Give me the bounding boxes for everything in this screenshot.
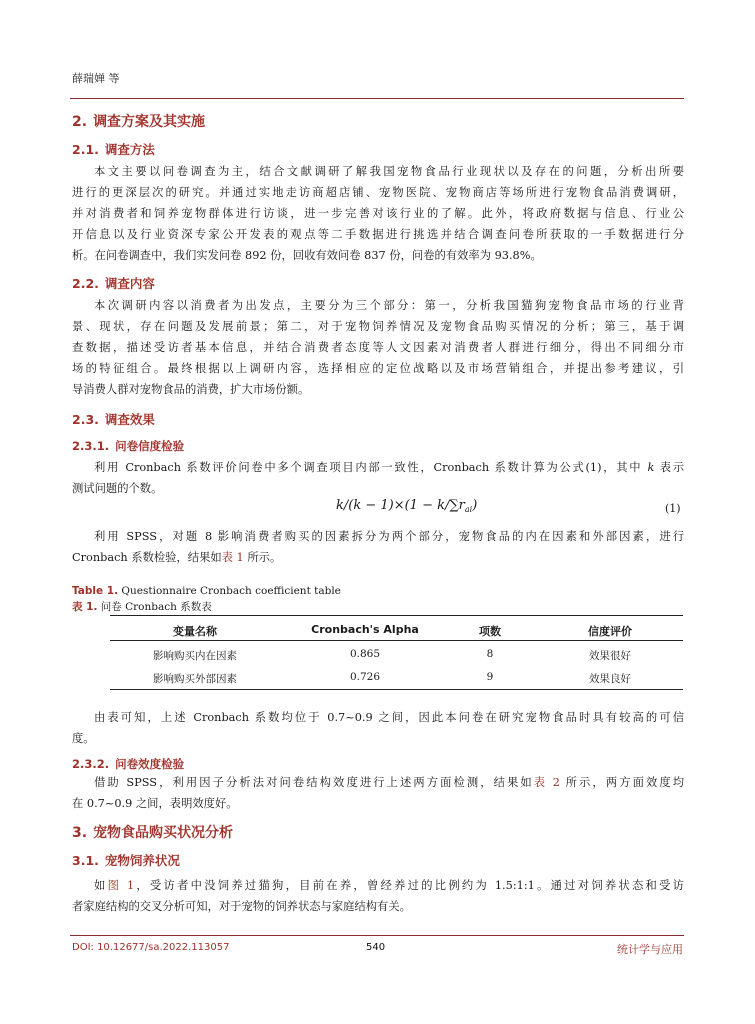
paragraph-line: 者家庭结构的交叉分析可知，对于宠物的饲养状态与家庭结构有关。 xyxy=(72,900,411,913)
section-2-2-heading xyxy=(72,274,155,292)
section-2-3-1-heading xyxy=(72,438,184,454)
paragraph-line: 利用 Cronbach 系数评价问卷中多个调查项目内部一致性，Cronbach 系数计算为公式(1)，其中 k 表示 xyxy=(94,461,685,474)
section-number: 2.1. xyxy=(72,142,99,157)
section-number: 2.3.1. xyxy=(72,439,110,453)
doi-link[interactable]: DOI: 10.12677/sa.2022.113057 xyxy=(72,942,230,953)
paragraph-line: 导消费人群对宠物食品的消费，扩大市场份额。 xyxy=(72,383,310,396)
table-cell: 影响购买内在因素 xyxy=(153,650,237,662)
cronbach-formula: $k/(k - 1)\times(1 - k/\sum r_{ai})$ xyxy=(336,498,478,514)
section-2-1-heading xyxy=(72,140,155,158)
table-cell: 影响购买外部因素 xyxy=(153,673,237,685)
paragraph-line: 景、现状，存在问题及发展前景；第二，对于宠物饲养情况及宠物食品购买情况的分析；第三，基于调 xyxy=(72,320,684,333)
section-title: 问卷效度检验 xyxy=(115,757,185,771)
table-caption-en: Table 1. Questionnaire Cronbach coefficient table xyxy=(72,585,341,597)
section-2-heading xyxy=(72,111,205,131)
paragraph-line: 由表可知，上述 Cronbach 系数均位于 0.7~0.9 之间，因此本问卷在研究宠物食品时具有较高的可信 xyxy=(94,711,684,724)
table-caption-cn: 表 1. 问卷 Cronbach 系数表 xyxy=(72,601,212,613)
paragraph-line: 借助 SPSS，利用因子分析法对问卷结构效度进行上述两方面检测，结果如表 2 所示，两方面效度均 xyxy=(94,776,685,789)
paragraph-line: 开信息以及行业资深专家公开发表的观点等二手数据进行挑选并结合调查问卷所获取的一手数据进行分 xyxy=(72,228,684,241)
table-header-cell: 项数 xyxy=(479,625,501,638)
section-number: 2.3. xyxy=(72,412,99,427)
table-cell: 0.726 xyxy=(349,671,381,683)
paragraph-line: 测试问题的个数。 xyxy=(72,482,163,495)
running-head-author: 薛瑞婵 等 xyxy=(72,72,120,85)
section-title: 宠物饲养状况 xyxy=(104,853,180,868)
section-3-1-heading xyxy=(72,851,180,869)
section-number: 2.3.2. xyxy=(72,757,110,771)
section-number: 2. xyxy=(72,114,88,130)
equation-number: (1) xyxy=(665,502,681,515)
paragraph-line: 进行的更深层次的研究。并通过实地走访商超店铺、宠物医院、宠物商店等场所进行宠物食品消费调研， xyxy=(72,186,684,199)
table-header-cell: 信度评价 xyxy=(588,625,632,638)
table-cell: 效果良好 xyxy=(589,673,631,685)
paragraph-line: 本文主要以问卷调查为主，结合文献调研了解我国宠物食品行业现状以及存在的问题，分析出所要 xyxy=(94,165,684,178)
table-cell: 0.865 xyxy=(349,648,381,660)
paragraph-line: 并对消费者和饲养宠物群体进行访谈，进一步完善对该行业的了解。此外，将政府数据与信息、行业公 xyxy=(72,207,684,220)
table-cell: 效果很好 xyxy=(589,650,631,662)
paragraph-line: 在 0.7~0.9 之间，表明效度好。 xyxy=(72,797,238,810)
paragraph-line: 查数据，描述受访者基本信息，并结合消费者态度等人文因素对消费者人群进行细分，得出不同细分市 xyxy=(72,341,684,354)
table-top-rule xyxy=(110,615,683,616)
section-3-heading xyxy=(72,822,233,842)
section-title: 宠物食品购买状况分析 xyxy=(93,825,234,841)
paragraph-line: 场的特征组合。最终根据以上调研内容，选择相应的定位战略以及市场营销组合，并提出参考建议，引 xyxy=(72,362,684,375)
paragraph-line: 如图 1，受访者中没饲养过猫狗，目前在养，曾经养过的比例约为 1.5:1:1。通过对饲养状态和受访 xyxy=(94,879,684,892)
table-header-cell: Cronbach's Alpha xyxy=(311,623,419,636)
section-number: 3. xyxy=(72,825,88,841)
paragraph-line: 本次调研内容以消费者为出发点，主要分为三个部分：第一，分析我国猫狗宠物食品市场的行业背 xyxy=(94,299,684,312)
table-1-link[interactable]: 表 1 xyxy=(221,551,244,564)
section-title: 问卷信度检验 xyxy=(115,439,185,453)
section-title: 调查效果 xyxy=(104,412,155,427)
table-header-rule xyxy=(110,640,683,641)
section-title: 调查方案及其实施 xyxy=(93,114,206,130)
paragraph-line: 度。 xyxy=(72,732,95,745)
section-title: 调查内容 xyxy=(104,276,155,291)
section-2-3-heading xyxy=(72,410,155,428)
section-number: 2.2. xyxy=(72,276,99,291)
section-number: 3.1. xyxy=(72,853,99,868)
paragraph-line: 利用 SPSS，对题 8 影响消费者购买的因素拆分为两个部分，宠物食品的内在因素和外部因素，进行 xyxy=(94,530,684,543)
journal-name-link[interactable]: 统计学与应用 xyxy=(617,943,683,956)
table-cell: 9 xyxy=(486,671,494,683)
paragraph-line: Cronbach 系数检验，结果如表 1 所示。 xyxy=(72,551,282,564)
table-cell: 8 xyxy=(486,648,494,660)
figure-1-link[interactable]: 图 1 xyxy=(107,879,135,892)
table-2-link[interactable]: 表 2 xyxy=(533,776,560,789)
table-bottom-rule xyxy=(110,689,683,690)
header-rule xyxy=(70,98,684,99)
footer-rule xyxy=(70,935,684,936)
table-header-cell: 变量名称 xyxy=(173,625,217,638)
section-2-3-2-heading xyxy=(72,756,184,772)
section-title: 调查方法 xyxy=(104,142,155,157)
page-number: 540 xyxy=(366,942,386,953)
paragraph-line: 析。在问卷调查中，我们实发问卷 892 份，回收有效问卷 837 份，问卷的有效率为 93.8%。 xyxy=(72,249,542,262)
